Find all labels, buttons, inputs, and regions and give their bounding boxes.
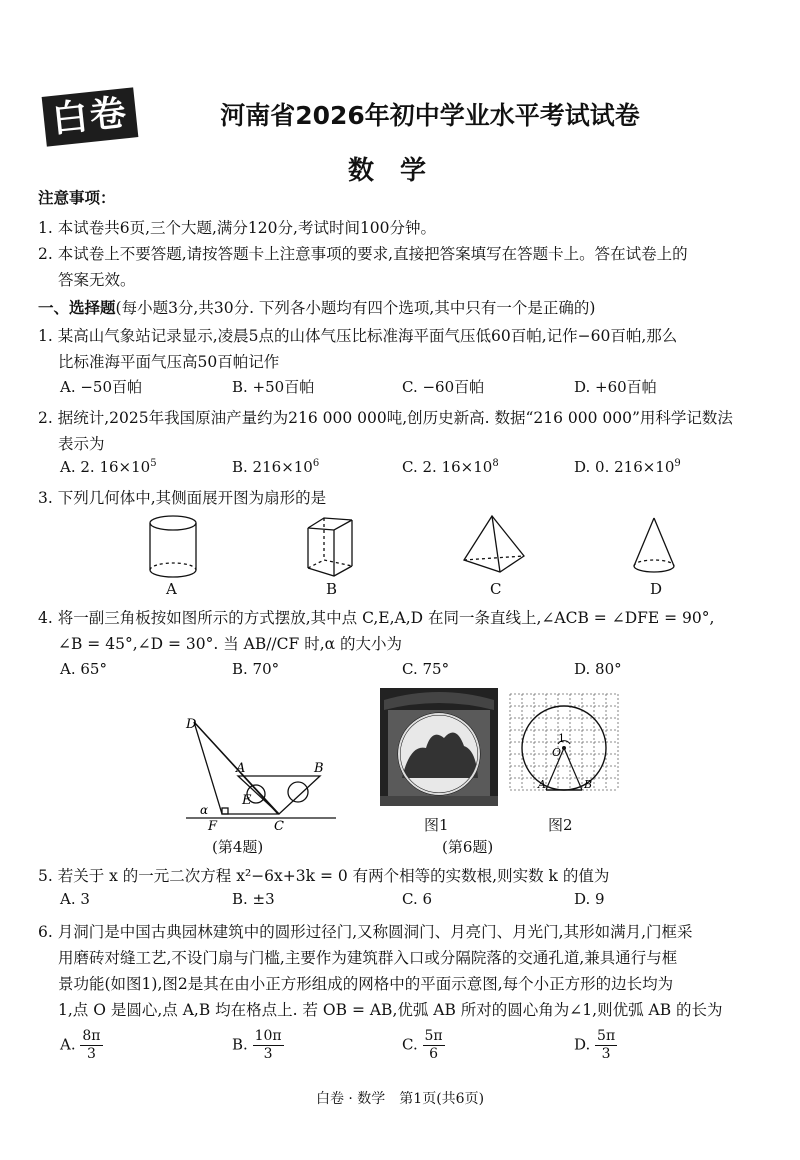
q5-option-b: B. ±3	[232, 890, 275, 908]
fig6-caption-2: 图2	[548, 816, 573, 834]
point-b-label: B	[314, 761, 324, 776]
q6-option-d	[574, 1028, 617, 1063]
q4-triangle-figure	[180, 712, 340, 834]
q5-option-c: C. 6	[402, 890, 433, 908]
q2-stem-line-2: 表示为	[58, 435, 105, 453]
q6-stem-line-3: 景功能(如图1),图2是其在由小正方形组成的网格中的平面示意图,每个小正方形的边长均为	[58, 975, 674, 993]
q6-option-c	[402, 1028, 445, 1063]
point-a-label: A	[538, 778, 546, 791]
q6-option-b-fraction	[253, 1028, 284, 1063]
q6-option-c-label: C.	[402, 1035, 418, 1054]
triangular-pyramid-solid	[464, 516, 524, 572]
section-1-title: 一、选择题	[38, 299, 116, 317]
angle-1-label: 1	[558, 732, 565, 745]
q6-option-b-label: B.	[232, 1035, 248, 1054]
q2-option-d	[574, 458, 681, 476]
section-1-heading	[38, 296, 595, 318]
q3-solids-figure	[0, 510, 800, 602]
point-a-label: A	[236, 761, 246, 776]
q1-option-c: C. −60百帕	[402, 378, 485, 396]
q6-option-b	[232, 1028, 284, 1063]
q2-stem-line-1: 2. 据统计,2025年我国原油产量约为216 000 000吨,创历史新高. 数据“216 000 000”用科学记数法	[38, 409, 733, 427]
q3-label-c: C	[490, 580, 502, 598]
point-f-label: F	[208, 819, 218, 834]
page-footer: 白卷 · 数学 第1页(共6页)	[315, 1091, 485, 1107]
q2-option-c-base: C. 2. 16×10	[402, 458, 493, 476]
q2-option-b-exponent: 6	[312, 458, 320, 469]
notice-item-2-line-1: 2. 本试卷上不要答题,请按答题卡上注意事项的要求,直接把答案填写在答题卡上。答在试卷上的	[38, 245, 688, 263]
center-o	[562, 746, 566, 750]
q2-option-c-exponent: 8	[492, 458, 499, 469]
q6-option-a-denominator: 3	[86, 1046, 96, 1062]
point-b-label: B	[584, 778, 593, 791]
q4-option-d: D. 80°	[574, 660, 622, 678]
q6-option-a	[60, 1028, 103, 1063]
cylinder-solid	[150, 516, 196, 577]
q6-option-c-denominator: 6	[429, 1046, 439, 1062]
moon-gate-photo	[380, 688, 498, 806]
q2-option-a-exponent: 5	[150, 458, 157, 469]
q4-option-a: A. 65°	[60, 660, 107, 678]
q5-option-d: D. 9	[574, 890, 605, 908]
moon-gate-grid-diagram	[506, 690, 624, 802]
q4-option-c: C. 75°	[402, 660, 450, 678]
q6-option-c-numerator: 5π	[424, 1028, 443, 1044]
fig6-caption-main: (第6题)	[442, 838, 494, 856]
q3-label-b: B	[326, 580, 338, 598]
q2-option-c	[402, 458, 499, 476]
point-c-label: C	[274, 819, 284, 834]
notice-item-1: 1. 本试卷共6页,三个大题,满分120分,考试时间100分钟。	[38, 219, 437, 237]
exam-title: 河南省2026年初中学业水平考试试卷	[220, 101, 640, 130]
q2-option-b	[232, 458, 319, 476]
q2-option-a-base: A. 2. 16×10	[60, 458, 151, 476]
point-d-label: D	[186, 717, 197, 732]
q6-stem-line-1: 6. 月洞门是中国古典园林建筑中的圆形过径门,又称圆洞门、月亮门、月光门,其形如满月,门框采	[38, 923, 693, 941]
q3-stem: 3. 下列几何体中,其侧面展开图为扇形的是	[38, 489, 327, 507]
q2-option-b-base: B. 216×10	[232, 458, 313, 476]
q6-stem-line-4: 1,点 O 是圆心,点 A,B 均在格点上. 若 OB = AB,优弧 AB 所对的圆心角为∠1,则优弧 AB 的长为	[58, 1001, 723, 1019]
triangular-prism-solid	[308, 518, 352, 576]
q6-option-d-fraction	[595, 1028, 617, 1063]
q1-stem-line-1: 1. 某高山气象站记录显示,凌晨5点的山体气压比标准海平面气压低60百帕,记作−60百帕,那么	[38, 327, 678, 345]
q6-option-a-numerator: 8π	[82, 1028, 101, 1044]
q5-option-a: A. 3	[60, 890, 90, 908]
q2-option-a	[60, 458, 157, 476]
q1-option-a: A. −50百帕	[60, 378, 143, 396]
right-angle-f	[222, 808, 228, 814]
q6-option-d-numerator: 5π	[597, 1028, 616, 1044]
cone-solid	[634, 518, 674, 572]
q6-option-b-denominator: 3	[263, 1046, 273, 1062]
angle-alpha-label: α	[200, 803, 209, 817]
q4-option-b: B. 70°	[232, 660, 280, 678]
q6-option-d-denominator: 3	[601, 1046, 611, 1062]
notice-item-2-line-2: 答案无效。	[58, 271, 136, 289]
section-1-instructions: (每小题3分,共30分. 下列各小题均有四个选项,其中只有一个是正确的)	[115, 299, 596, 317]
q4-stem-line-1: 4. 将一副三角板按如图所示的方式摆放,其中点 C,E,A,D 在同一条直线上,∠ACB = ∠DFE = 90°,	[38, 609, 715, 627]
q6-option-d-label: D.	[574, 1035, 591, 1054]
fig6-caption-1: 图1	[424, 816, 449, 834]
fig4-caption: (第4题)	[212, 838, 264, 856]
q3-label-d: D	[650, 580, 663, 598]
q1-option-d: D. +60百帕	[574, 378, 657, 396]
q6-stem-line-2: 用磨砖对缝工艺,不设门扇与门槛,主要作为建筑群入口或分隔院落的交通孔道,兼具通行与框	[58, 949, 678, 967]
subject-title: 数学	[347, 156, 452, 186]
notice-heading: 注意事项：	[38, 189, 116, 207]
q6-option-b-numerator: 10π	[254, 1028, 282, 1044]
q6-option-a-label: A.	[60, 1035, 76, 1054]
q5-stem: 5. 若关于 x 的一元二次方程 x²−6x+3k = 0 有两个相等的实数根,则实数 k 的值为	[38, 867, 610, 885]
hole-right	[288, 782, 308, 802]
q2-option-d-exponent: 9	[674, 458, 681, 469]
point-e-label: E	[242, 793, 252, 808]
q3-label-a: A	[166, 580, 177, 598]
q1-stem-line-2: 比标准海平面气压高50百帕记作	[58, 353, 280, 371]
point-o-label: O	[552, 746, 562, 759]
paper-badge: 白卷	[42, 87, 139, 146]
q6-option-a-fraction	[80, 1028, 102, 1063]
q4-stem-line-2: ∠B = 45°,∠D = 30°. 当 AB//CF 时,α 的大小为	[58, 635, 403, 653]
q6-option-c-fraction	[423, 1028, 445, 1063]
q2-option-d-base: D. 0. 216×10	[574, 458, 675, 476]
q1-option-b: B. +50百帕	[232, 378, 315, 396]
